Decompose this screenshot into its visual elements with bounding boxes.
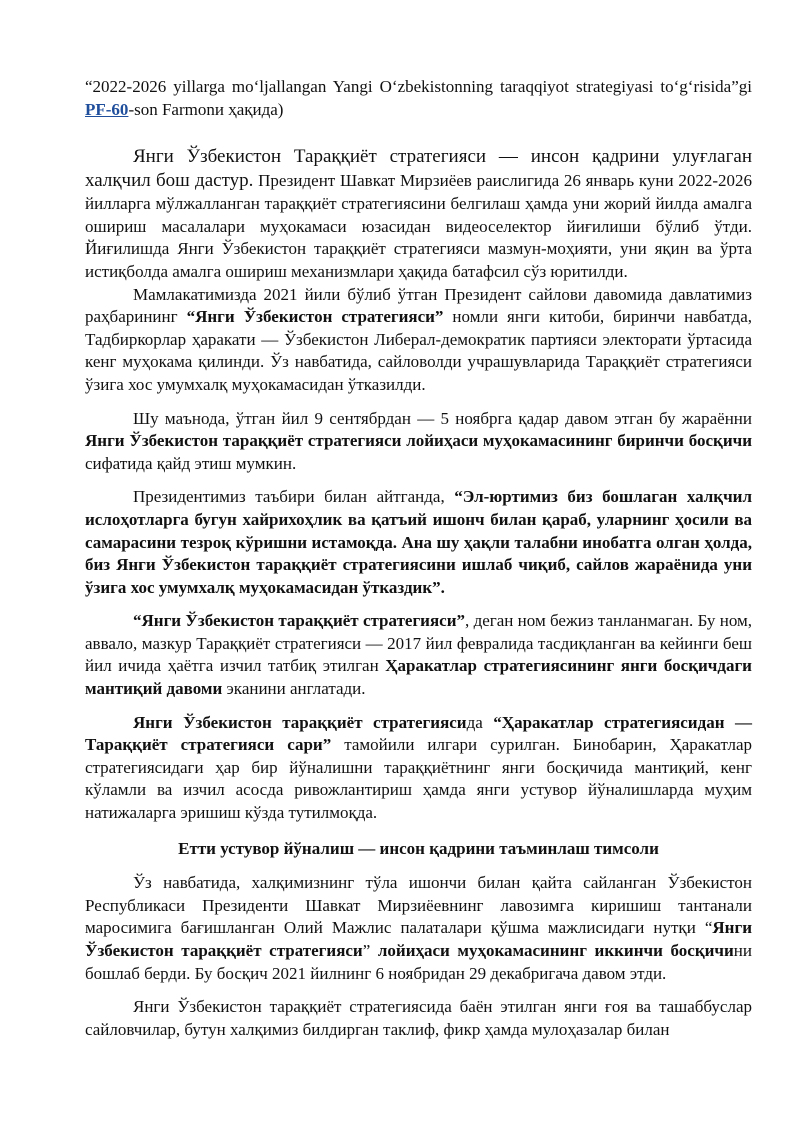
paragraph-5-text-end: эканини англатади. [222,679,366,699]
paragraph-7 [85,872,752,985]
lead-sentence: Янги Ўзбекистон Тараққиёт стратегияси — инсон қадрини улуғлаган халқчил бош дастур. [85,146,752,192]
paragraph-3 [85,408,752,476]
president-quote: “Эл-юртимиз биз бошлаган халқчил ислоҳотларга бугун хайрихоҳлик ва қатъий ишонч билан қараб, уларнинг ҳосили ва самарасини тезроқ кўришни истамоқда. Ана шу ҳақли талабни инобатга олган ҳолда, биз Янги Ўзбекистон тараққиёт стратегиясини ишлаб чиқиб, сайлов жараёнида уни ўзига хос умумхалқ муҳокамасидан ўтказдик”. [85,487,753,597]
paragraph-5 [85,610,752,700]
intro-paragraph [85,76,752,121]
paragraph-3-text: Шу маънода, ўтган йил 9 сентябрдан — 5 ноябрга қадар давом этган бу жараённи [133,408,752,428]
section-heading: Етти устувор йўналиш — инсон қадрини таъминлаш тимсоли [178,838,659,858]
second-stage-bold: лойиҳаси муҳокамасининг иккинчи босқичи [377,941,734,960]
intro-text: “2022-2026 yillarga moʻljallangan Yangi Oʻzbekistonning taraqqiyot strategiyasi toʻgʻrisida”gi [85,77,752,96]
paragraph-5-text: , деган ном бежиз танланмаган. Бу ном, аввало, мазкур Тараққиёт стратегияси — 2017 йил февралида тасдиқланган ва кейинги беш йил ичида ҳаётга изчил татбиқ этилган [85,611,753,676]
paragraph-6-text-end: тамойили илгари сурилган. Бинобарин, Ҳаракатлар стратегиясидаги ҳар бир йўналишни тараққиётнинг янги босқичида мантиқий, кенг кўламли ва изчил асосда ривожлантириш ҳамда янги устувор йўналишларда муҳим натижаларга эришиш кўзда тутилмоқда. [85,735,752,823]
strategy-quote-bold: Янги Ўзбекистон тараққиёт стратегияси [85,918,752,960]
principle-bold: “Ҳаракатлар стратегиясидан — Тараққиёт стратегияси сари” [85,712,752,755]
paragraph-3-text-end: сифатида қайд этиш мумкин. [85,453,297,473]
paragraph-2-text: Мамлакатимизда 2021 йили бўлиб ўтган Президент сайлови давомида давлатимиз раҳбарининг [85,284,752,327]
paragraph-6-text: да [466,712,494,732]
book-title: “Янги Ўзбекистон стратегияси” [186,307,444,327]
strategy-bold: Янги Ўзбекистон тараққиёт стратегияси [133,712,467,732]
intro-text-end: -son Farmonи ҳақида) [128,99,284,119]
paragraph-8-text: Янги Ўзбекистон тараққиёт стратегиясида баён этилган янги ғоя ва ташаббуслар сайловчилар, бутун халқимиз билдирган таклиф, фикр ҳамда мулоҳазалар билан [85,997,752,1039]
logical-continuation-bold: Ҳаракатлар стратегиясининг янги босқичдаги мантиқий давоми [85,656,752,699]
paragraph-1 [85,145,752,283]
decree-link[interactable]: PF-60 [85,99,129,119]
paragraph-7-text: Ўз навбатида, халқимизнинг тўла ишончи билан қайта сайланган Ўзбекистон Республикаси Президенти Шавкат Мирзиёевнинг лавозимга киришиш тантанали маросимига бағишланган Олий Мажлис палаталари қўшма мажлисидаги нутқи “ [85,873,752,938]
paragraph-2-text-end: номли янги китоби, биринчи навбатда, Тадбиркорлар ҳаракати — Ўзбекистон Либерал-демократик партияси электорати ўртасида кенг муҳокама қилинди. Ўз навбатида, сайловолди учрашувларида Тараққиёт стратегияси ўзига хос умумхалқ муҳокамасидан ўтказилди. [85,307,752,394]
paragraph-4 [85,486,752,599]
paragraph-6 [85,712,752,825]
first-stage-bold: Янги Ўзбекистон тараққиёт стратегияси лойиҳаси муҳокамасининг биринчи босқичи [85,431,752,451]
paragraph-2 [85,284,752,397]
paragraph-1-text: Президент Шавкат Мирзиёев раислигида 26 январь куни 2022-2026 йилларга мўлжалланган тараққиёт стратегиясини белгилаш ҳамда уни жорий йилда амалга ошириш масалалари муҳокамаси юзасидан видеоселектор йиғилиши бўлиб ўтди. Йиғилишда Янги Ўзбекистон тараққиёт стратегияси мазмун-моҳияти, уни яқин ва ўрта истиқболда амалга ошириш механизмлари ҳақида батафсил сўз юритилди. [85,171,752,281]
paragraph-8 [85,996,752,1041]
document-page [85,76,752,1041]
paragraph-4-text: Президентимиз таъбири билан айтганда, [133,487,455,507]
paragraph-7-quote-close: ” [362,941,378,960]
strategy-name-bold: “Янги Ўзбекистон тараққиёт стратегияси” [133,611,466,631]
paragraph-7-text-end: ни бошлаб берди. Бу босқич 2021 йилнинг 6 ноябридан 29 декабригача давом этди. [85,941,752,983]
